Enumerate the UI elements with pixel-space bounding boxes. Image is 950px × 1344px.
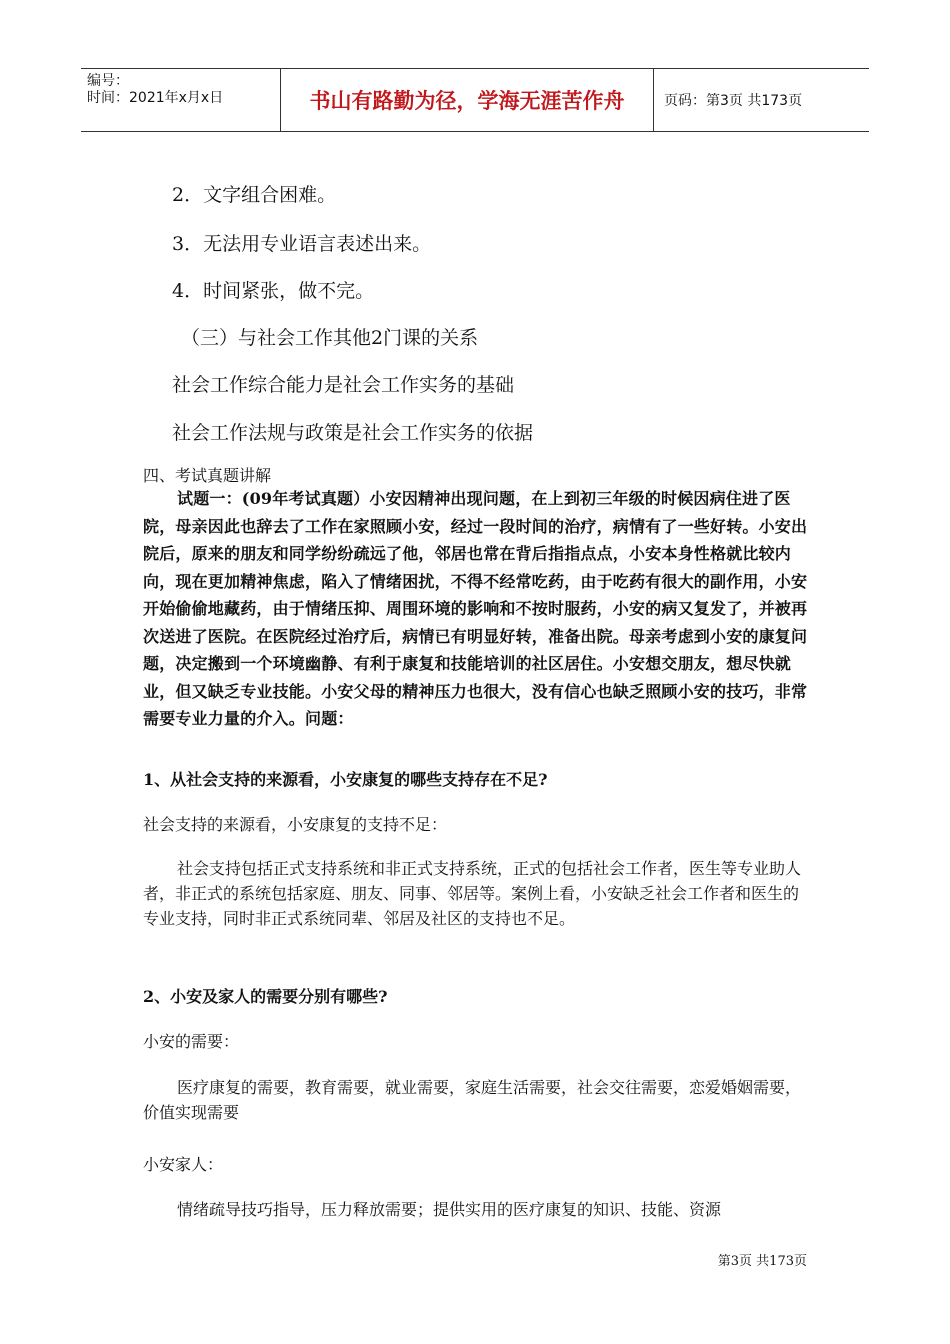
header-meta (81, 69, 281, 131)
relation-line-1: 社会工作综合能力是社会工作实务的基础 (172, 374, 515, 396)
header-page-number: 页码：第3页 共173页 (664, 93, 803, 109)
number-label: 编号： (87, 73, 129, 89)
section-heading-3: （三）与社会工作其他2门课的关系 (181, 327, 479, 349)
relation-line-2: 社会工作法规与政策是社会工作实务的依据 (172, 422, 534, 444)
list-item-3: 3．无法用专业语言表述出来。 (172, 233, 432, 255)
page-header (81, 68, 869, 132)
exam-question-text: 试题一：(09年考试真题）小安因精神出现问题，在上到初三年级的时候因病住进了医院，母亲因此也辞去了工作在家照顾小安，经过一段时间的治疗，病情有了一些好转。小安出院后，原来的朋友和同学纷纷疏远了他，邻居也常在背后指指点点，小安本身性格就比较内向，现在更加精神焦虑，陷入了情绪困扰，不得不经常吃药，由于吃药有很大的副作用，小安开始偷偷地藏药，由于情绪压抑、周围环境的影响和不按时服药，小安的病又复发了，并被再次送进了医院。在医院经过治疗后，病情已有明显好转，准备出院。母亲考虑到小安的康复问题，决定搬到一个环境幽静、有利于康复和技能培训的社区居住。小安想交朋友，想尽快就业，但又缺乏专业技能。小安父母的精神压力也很大，没有信心也缺乏照顾小安的技巧，非常需要专业力量的介入。问题： (143, 489, 808, 728)
header-motto: 书山有路勤为径，学海无涯苦作舟 (281, 69, 654, 131)
list-item-4: 4．时间紧张，做不完。 (172, 280, 375, 302)
family-needs-label: 小安家人： (143, 1155, 224, 1174)
list-item-2: 2．文字组合困难。 (172, 184, 337, 206)
question-1-title: 1、从社会支持的来源看，小安康复的哪些支持存在不足? (143, 770, 548, 789)
question-2-title: 2、小安及家人的需要分别有哪些? (143, 987, 388, 1006)
xiaoan-needs-text: 医疗康复的需要，教育需要，就业需要，家庭生活需要，社会交往需要，恋爱婚姻需要，价值实现需要 (143, 1078, 802, 1122)
page-footer: 第3页 共173页 (717, 1254, 807, 1269)
family-needs-text: 情绪疏导技巧指导，压力释放需要；提供实用的医疗康复的知识、技能、资源 (177, 1200, 722, 1219)
question-1-answer: 社会支持包括正式支持系统和非正式支持系统，正式的包括社会工作者，医生等专业助人者，非正式的系统包括家庭、朋友、同事、邻居等。案例上看，小安缺乏社会工作者和医生的专业支持，同时非正式系统同辈、邻居及社区的支持也不足。 (143, 859, 802, 928)
xiaoan-needs-label: 小安的需要： (143, 1032, 240, 1051)
section-heading-4: 四、考试真题讲解 (143, 466, 272, 485)
date-label: 时间：2021年x月x日 (87, 90, 224, 106)
question-1-lead: 社会支持的来源看，小安康复的支持不足： (143, 815, 448, 834)
